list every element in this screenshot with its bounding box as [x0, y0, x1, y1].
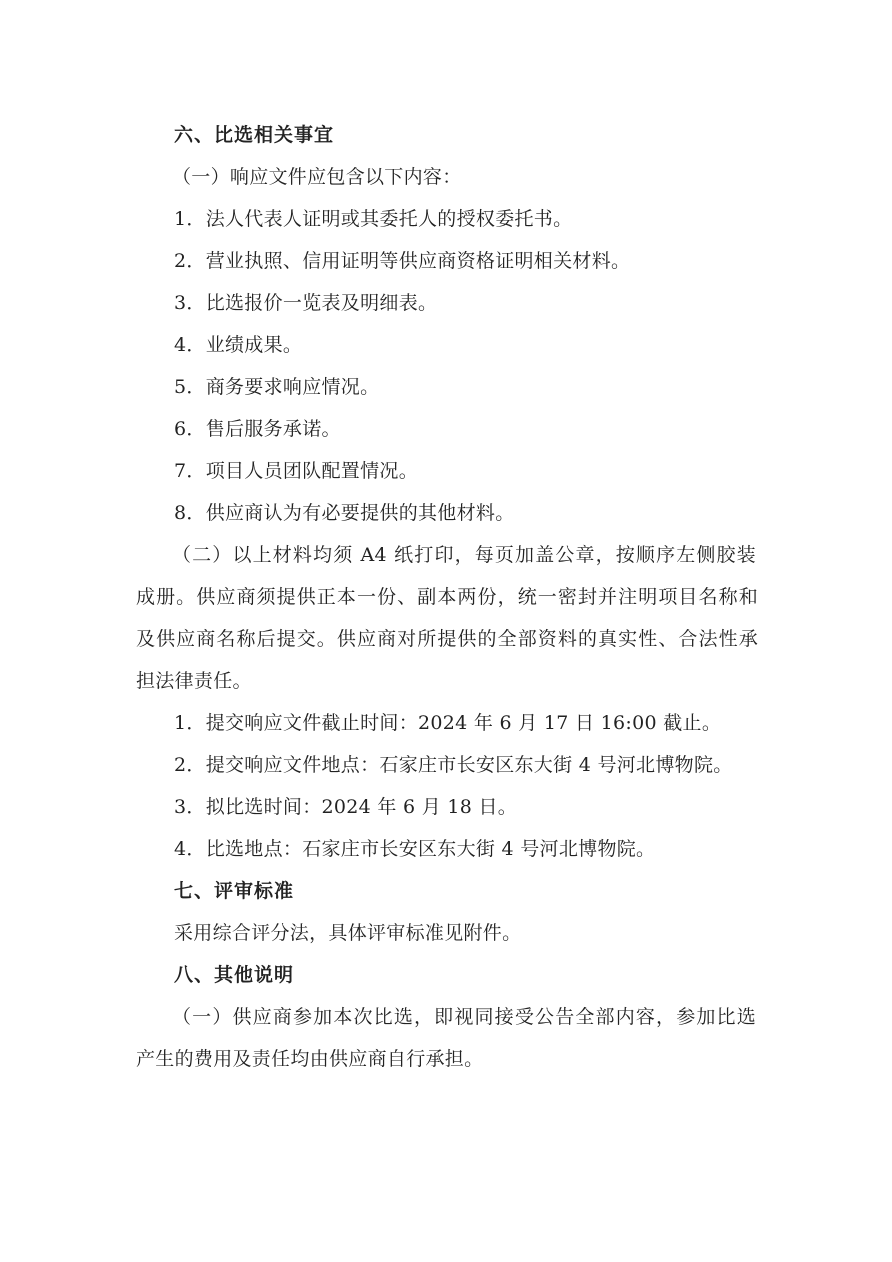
- requirement-item-4: 4．业绩成果。: [174, 334, 303, 356]
- requirement-item-2: 2．营业执照、信用证明等供应商资格证明相关材料。: [174, 250, 631, 272]
- requirement-item-8: 8．供应商认为有必要提供的其他材料。: [174, 502, 515, 524]
- schedule-item-3: 3．拟比选时间：2024 年 6 月 18 日。: [174, 796, 518, 818]
- section-6-sub-2-line-3: 及供应商名称后提交。供应商对所提供的全部资料的真实性、合法性承: [136, 628, 758, 650]
- section-6-sub-2-line-4: 担法律责任。: [136, 670, 252, 692]
- section-8-heading: 八、其他说明: [174, 964, 295, 986]
- requirement-item-3: 3．比选报价一览表及明细表。: [174, 292, 438, 314]
- section-6-sub-1-title: （一）响应文件应包含以下内容：: [172, 166, 462, 188]
- requirement-item-1: 1．法人代表人证明或其委托人的授权委托书。: [174, 208, 573, 230]
- schedule-item-2: 2．提交响应文件地点：石家庄市长安区东大街 4 号河北博物院。: [174, 754, 733, 776]
- section-8-line-1: （一）供应商参加本次比选，即视同接受公告全部内容，参加比选: [172, 1006, 756, 1028]
- section-6-sub-2-line-1: （二）以上材料均须 A4 纸打印，每页加盖公章，按顺序左侧胶装: [172, 544, 756, 566]
- section-7-heading: 七、评审标准: [174, 880, 295, 902]
- requirement-item-6: 6．售后服务承诺。: [174, 418, 341, 440]
- section-8-line-2: 产生的费用及责任均由供应商自行承担。: [136, 1048, 484, 1070]
- requirement-item-7: 7．项目人员团队配置情况。: [174, 460, 418, 482]
- requirement-item-5: 5．商务要求响应情况。: [174, 376, 380, 398]
- section-6-heading: 六、比选相关事宜: [174, 124, 335, 146]
- schedule-item-4: 4．比选地点：石家庄市长安区东大街 4 号河北博物院。: [174, 838, 656, 860]
- section-6-sub-2-line-2: 成册。供应商须提供正本一份、副本两份，统一密封并注明项目名称和: [136, 586, 758, 608]
- schedule-item-1: 1．提交响应文件截止时间：2024 年 6 月 17 日 16:00 截止。: [174, 712, 722, 734]
- section-7-body: 采用综合评分法，具体评审标准见附件。: [174, 922, 522, 944]
